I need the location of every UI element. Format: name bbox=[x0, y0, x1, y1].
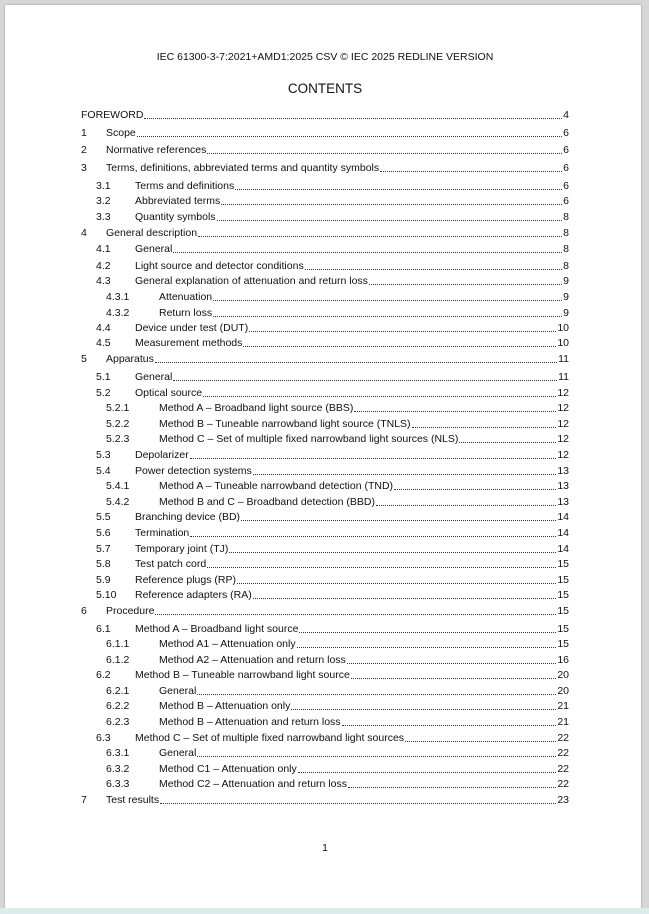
toc-entry-title: Method A – Tuneable narrowband detection (TND) bbox=[159, 480, 394, 492]
toc-dot-leader bbox=[405, 731, 556, 742]
toc-entry-number: 3 bbox=[81, 162, 87, 174]
page-number: 1 bbox=[322, 842, 328, 854]
toc-entry-number: 5.4 bbox=[96, 465, 111, 477]
toc-entry[interactable] bbox=[81, 226, 569, 240]
toc-entry[interactable] bbox=[96, 259, 569, 273]
toc-dot-leader bbox=[299, 622, 556, 633]
toc-entry-title: General bbox=[159, 747, 197, 759]
toc-entry-page: 15 bbox=[557, 574, 569, 586]
toc-entry-title: Method A1 – Attenuation only bbox=[159, 638, 296, 650]
toc-dot-leader bbox=[298, 762, 557, 773]
toc-dot-leader bbox=[241, 510, 556, 521]
toc-entry[interactable] bbox=[96, 321, 569, 335]
toc-entry-page: 9 bbox=[563, 275, 569, 287]
toc-entry-title: Method A – Broadband light source (BBS) bbox=[159, 402, 354, 414]
toc-entry-page: 23 bbox=[557, 794, 569, 806]
toc-dot-leader bbox=[137, 126, 562, 137]
toc-dot-leader bbox=[155, 604, 556, 615]
toc-entry-page: 9 bbox=[563, 291, 569, 303]
toc-entry-title: Attenuation bbox=[159, 291, 213, 303]
toc-entry-number: 4.3.1 bbox=[106, 291, 130, 303]
toc-dot-leader bbox=[348, 777, 556, 788]
toc-dot-leader bbox=[243, 336, 556, 347]
toc-entry-title: Light source and detector conditions bbox=[135, 260, 304, 272]
toc-entry-page: 11 bbox=[558, 353, 569, 365]
toc-entry-page: 13 bbox=[557, 480, 569, 492]
toc-entry-page: 13 bbox=[557, 496, 569, 508]
toc-entry-page: 22 bbox=[557, 778, 569, 790]
toc-dot-leader bbox=[198, 226, 562, 237]
toc-entry-page: 10 bbox=[557, 322, 569, 334]
toc-entry-page: 15 bbox=[557, 558, 569, 570]
toc-dot-leader bbox=[354, 401, 556, 412]
toc-entry-number: 5.2 bbox=[96, 387, 111, 399]
toc-entry-number: 1 bbox=[81, 127, 87, 139]
toc-entry-title: Method A – Broadband light source bbox=[135, 623, 299, 635]
toc-entry-title: Method C1 – Attenuation only bbox=[159, 763, 297, 775]
toc-entry-title: Method C – Set of multiple fixed narrowband light sources (NLS) bbox=[159, 433, 459, 445]
toc-dot-leader bbox=[173, 370, 557, 381]
toc-entry[interactable] bbox=[96, 542, 569, 556]
toc-entry-title: Test results bbox=[106, 794, 160, 806]
toc-entry[interactable] bbox=[96, 731, 569, 745]
toc-entry-title: FOREWORD bbox=[81, 109, 144, 121]
toc-entry[interactable] bbox=[96, 557, 569, 571]
toc-entry-page: 21 bbox=[557, 700, 569, 712]
toc-dot-leader bbox=[221, 194, 562, 205]
toc-entry-number: 6.2.1 bbox=[106, 685, 130, 697]
toc-entry-title: Method A2 – Attenuation and return loss bbox=[159, 654, 346, 666]
toc-dot-leader bbox=[203, 386, 556, 397]
toc-entry-number: 6.3 bbox=[96, 732, 111, 744]
toc-dot-leader bbox=[213, 290, 562, 301]
toc-entry-number: 5.5 bbox=[96, 511, 111, 523]
toc-dot-leader bbox=[297, 637, 557, 648]
toc-entry-title: General bbox=[159, 685, 197, 697]
toc-dot-leader bbox=[291, 699, 556, 710]
toc-dot-leader bbox=[412, 417, 557, 428]
toc-entry-page: 6 bbox=[563, 127, 569, 139]
toc-dot-leader bbox=[347, 653, 557, 664]
toc-entry-page: 11 bbox=[558, 371, 569, 383]
toc-entry-title: Method B – Attenuation only bbox=[159, 700, 291, 712]
document-header: IEC 61300-3-7:2021+AMD1:2025 CSV © IEC 2025 REDLINE VERSION bbox=[156, 51, 494, 63]
toc-entry-page: 15 bbox=[557, 605, 569, 617]
toc-entry[interactable] bbox=[96, 274, 569, 288]
toc-entry-number: 5.7 bbox=[96, 543, 111, 555]
toc-entry-title: Quantity symbols bbox=[135, 211, 216, 223]
toc-entry[interactable] bbox=[96, 386, 569, 400]
toc-dot-leader bbox=[217, 210, 563, 221]
toc-entry-page: 8 bbox=[563, 260, 569, 272]
toc-entry-page: 20 bbox=[557, 685, 569, 697]
toc-dot-leader bbox=[369, 274, 562, 285]
toc-entry-title: Depolarizer bbox=[135, 449, 189, 461]
toc-entry[interactable] bbox=[96, 622, 569, 636]
toc-entry-page: 12 bbox=[557, 418, 569, 430]
contents-title: CONTENTS bbox=[287, 81, 363, 96]
toc-entry-title: General bbox=[135, 243, 173, 255]
toc-entry-page: 14 bbox=[557, 543, 569, 555]
toc-entry-title: Method C – Set of multiple fixed narrowband light sources bbox=[135, 732, 405, 744]
toc-entry-title: Reference plugs (RP) bbox=[135, 574, 236, 586]
toc-entry-number: 5.4.1 bbox=[106, 480, 130, 492]
toc-entry[interactable] bbox=[81, 352, 569, 366]
toc-entry-number: 4.3 bbox=[96, 275, 111, 287]
toc-entry-page: 22 bbox=[557, 732, 569, 744]
toc-entry-page: 21 bbox=[557, 716, 569, 728]
toc-entry[interactable] bbox=[106, 495, 569, 509]
toc-dot-leader bbox=[190, 448, 557, 459]
toc-entry-title: Normative references bbox=[106, 144, 207, 156]
toc-entry-number: 6.1.1 bbox=[106, 638, 130, 650]
toc-entry-number: 5.10 bbox=[96, 589, 117, 601]
toc-dot-leader bbox=[207, 557, 556, 568]
toc-entry[interactable] bbox=[96, 668, 569, 682]
toc-entry[interactable] bbox=[96, 194, 569, 208]
toc-entry-number: 5.8 bbox=[96, 558, 111, 570]
toc-dot-leader bbox=[351, 668, 557, 679]
toc-dot-leader bbox=[376, 495, 556, 506]
toc-entry-page: 8 bbox=[563, 211, 569, 223]
toc-entry-number: 5.2.1 bbox=[106, 402, 130, 414]
toc-entry[interactable] bbox=[81, 161, 569, 175]
toc-dot-leader bbox=[342, 715, 557, 726]
toc-entry-title: Device under test (DUT) bbox=[135, 322, 249, 334]
toc-entry-page: 15 bbox=[557, 589, 569, 601]
toc-entry-page: 15 bbox=[557, 638, 569, 650]
toc-entry[interactable] bbox=[106, 699, 569, 713]
toc-entry-page: 15 bbox=[557, 623, 569, 635]
toc-entry-page: 12 bbox=[557, 402, 569, 414]
toc-entry-title: Return loss bbox=[159, 307, 213, 319]
toc-dot-leader bbox=[173, 242, 562, 253]
toc-entry[interactable] bbox=[96, 448, 569, 462]
toc-entry[interactable] bbox=[96, 526, 569, 540]
toc-entry[interactable] bbox=[81, 793, 569, 807]
toc-entry[interactable] bbox=[106, 637, 569, 651]
toc-entry-title: Method B – Tuneable narrowband light source (TNLS) bbox=[159, 418, 411, 430]
toc-entry-number: 5.1 bbox=[96, 371, 111, 383]
toc-entry-title: Optical source bbox=[135, 387, 203, 399]
toc-entry-title: Method B and C – Broadband detection (BBD) bbox=[159, 496, 375, 508]
toc-entry-number: 6.2 bbox=[96, 669, 111, 681]
toc-dot-leader bbox=[235, 179, 562, 190]
toc-entry-title: Apparatus bbox=[106, 353, 154, 365]
toc-entry-page: 16 bbox=[557, 654, 569, 666]
toc-entry-page: 13 bbox=[557, 465, 569, 477]
toc-entry-page: 9 bbox=[563, 307, 569, 319]
toc-entry[interactable] bbox=[96, 242, 569, 256]
toc-entry-title: Test patch cord bbox=[135, 558, 207, 570]
toc-entry-number: 4.2 bbox=[96, 260, 111, 272]
toc-entry-number: 6.1 bbox=[96, 623, 111, 635]
toc-entry[interactable] bbox=[81, 108, 569, 122]
toc-dot-leader bbox=[459, 432, 556, 443]
toc-entry-title: Branching device (BD) bbox=[135, 511, 241, 523]
toc-entry[interactable] bbox=[96, 464, 569, 478]
toc-entry-page: 14 bbox=[557, 527, 569, 539]
toc-entry[interactable] bbox=[81, 604, 569, 618]
toc-entry-page: 12 bbox=[557, 449, 569, 461]
toc-entry-title: Terms and definitions bbox=[135, 180, 235, 192]
toc-entry-page: 22 bbox=[557, 763, 569, 775]
toc-entry[interactable] bbox=[96, 336, 569, 350]
toc-entry-title: Abbreviated terms bbox=[135, 195, 221, 207]
toc-entry[interactable] bbox=[96, 210, 569, 224]
toc-entry[interactable] bbox=[106, 417, 569, 431]
toc-dot-leader bbox=[229, 542, 556, 553]
toc-dot-leader bbox=[253, 464, 557, 475]
toc-entry[interactable] bbox=[96, 588, 569, 602]
toc-dot-leader bbox=[155, 352, 557, 363]
toc-entry-title: Method C2 – Attenuation and return loss bbox=[159, 778, 347, 790]
toc-dot-leader bbox=[237, 573, 556, 584]
toc-entry-number: 6.1.2 bbox=[106, 654, 130, 666]
toc-dot-leader bbox=[249, 321, 556, 332]
toc-entry-number: 5.4.2 bbox=[106, 496, 130, 508]
toc-dot-leader bbox=[213, 306, 562, 317]
toc-entry-page: 12 bbox=[557, 433, 569, 445]
toc-entry-number: 6 bbox=[81, 605, 87, 617]
toc-entry-page: 6 bbox=[563, 195, 569, 207]
toc-dot-leader bbox=[394, 479, 556, 490]
toc-entry-number: 6.2.3 bbox=[106, 716, 130, 728]
toc-entry-page: 10 bbox=[557, 337, 569, 349]
toc-entry-title: Method B – Attenuation and return loss bbox=[159, 716, 341, 728]
toc-entry-title: Procedure bbox=[106, 605, 155, 617]
toc-entry-title: Power detection systems bbox=[135, 465, 252, 477]
toc-entry-number: 2 bbox=[81, 144, 87, 156]
toc-entry[interactable] bbox=[106, 290, 569, 304]
toc-entry-title: Terms, definitions, abbreviated terms and quantity symbols bbox=[106, 162, 380, 174]
toc-entry-page: 6 bbox=[563, 180, 569, 192]
toc-entry-number: 3.1 bbox=[96, 180, 111, 192]
toc-entry[interactable] bbox=[96, 370, 569, 384]
toc-entry-number: 4.1 bbox=[96, 243, 111, 255]
toc-entry[interactable] bbox=[81, 126, 569, 140]
toc-entry-number: 4.4 bbox=[96, 322, 111, 334]
toc-entry-number: 4 bbox=[81, 227, 87, 239]
toc-entry-number: 6.3.1 bbox=[106, 747, 130, 759]
toc-entry-number: 5 bbox=[81, 353, 87, 365]
toc-entry[interactable] bbox=[96, 179, 569, 193]
toc-entry-title: General bbox=[135, 371, 173, 383]
toc-entry-number: 4.5 bbox=[96, 337, 111, 349]
toc-dot-leader bbox=[197, 684, 556, 695]
toc-entry-number: 5.9 bbox=[96, 574, 111, 586]
toc-entry-number: 4.3.2 bbox=[106, 307, 130, 319]
toc-entry-number: 3.2 bbox=[96, 195, 111, 207]
toc-entry-number: 5.3 bbox=[96, 449, 111, 461]
toc-entry[interactable] bbox=[106, 479, 569, 493]
toc-dot-leader bbox=[380, 161, 562, 172]
toc-entry[interactable] bbox=[106, 684, 569, 698]
toc-entry-title: Termination bbox=[135, 527, 190, 539]
toc-dot-leader bbox=[207, 143, 562, 154]
toc-entry-number: 5.2.2 bbox=[106, 418, 130, 430]
toc-entry-title: General description bbox=[106, 227, 198, 239]
toc-dot-leader bbox=[305, 259, 562, 270]
toc-entry-page: 22 bbox=[557, 747, 569, 759]
toc-entry-page: 20 bbox=[557, 669, 569, 681]
toc-entry[interactable] bbox=[96, 510, 569, 524]
toc-entry-page: 14 bbox=[557, 511, 569, 523]
toc-dot-leader bbox=[160, 793, 556, 804]
toc-entry-title: Measurement methods bbox=[135, 337, 243, 349]
toc-entry-page: 8 bbox=[563, 243, 569, 255]
toc-entry[interactable] bbox=[106, 306, 569, 320]
toc-entry[interactable] bbox=[106, 715, 569, 729]
toc-entry[interactable] bbox=[81, 143, 569, 157]
toc-entry-page: 8 bbox=[563, 227, 569, 239]
toc-entry-page: 6 bbox=[563, 162, 569, 174]
toc-entry-number: 5.2.3 bbox=[106, 433, 130, 445]
toc-entry[interactable] bbox=[106, 432, 569, 446]
toc-entry-number: 3.3 bbox=[96, 211, 111, 223]
toc-entry[interactable] bbox=[106, 746, 569, 760]
toc-entry[interactable] bbox=[106, 777, 569, 791]
toc-dot-leader bbox=[190, 526, 556, 537]
toc-entry-page: 12 bbox=[557, 387, 569, 399]
toc-entry-number: 7 bbox=[81, 794, 87, 806]
toc-entry-number: 6.3.2 bbox=[106, 763, 130, 775]
toc-dot-leader bbox=[144, 108, 562, 119]
toc-entry-page: 6 bbox=[563, 144, 569, 156]
toc-entry-page: 4 bbox=[563, 109, 569, 121]
toc-entry-title: General explanation of attenuation and return loss bbox=[135, 275, 368, 287]
toc-entry-title: Method B – Tuneable narrowband light source bbox=[135, 669, 350, 681]
toc-entry-title: Scope bbox=[106, 127, 136, 139]
toc-entry-number: 6.2.2 bbox=[106, 700, 130, 712]
toc-entry[interactable] bbox=[106, 653, 569, 667]
toc-entry-number: 5.6 bbox=[96, 527, 111, 539]
toc-dot-leader bbox=[253, 588, 557, 599]
toc-entry-title: Reference adapters (RA) bbox=[135, 589, 252, 601]
toc-entry[interactable] bbox=[96, 573, 569, 587]
toc-entry[interactable] bbox=[106, 762, 569, 776]
toc-dot-leader bbox=[197, 746, 556, 757]
toc-entry[interactable] bbox=[106, 401, 569, 415]
toc-entry-title: Temporary joint (TJ) bbox=[135, 543, 229, 555]
toc-entry-number: 6.3.3 bbox=[106, 778, 130, 790]
